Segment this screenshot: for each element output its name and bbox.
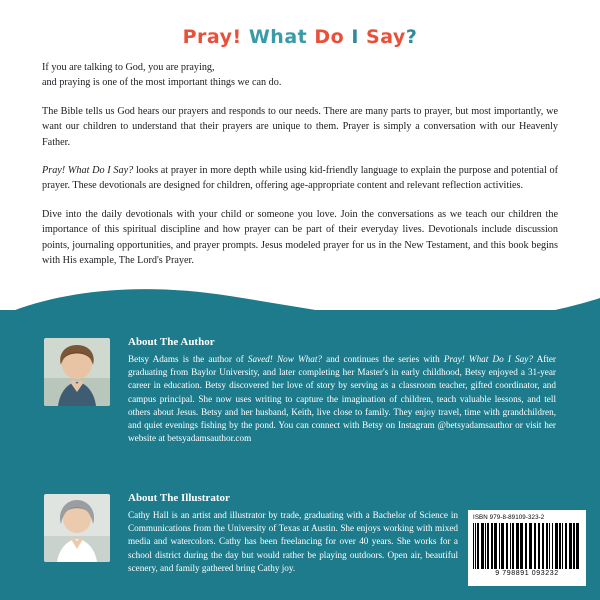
paragraph-1-line-1: If you are talking to God, you are praying, — [42, 62, 215, 73]
paragraph-4: Dive into the daily devotionals with your child or someone you love. Join the conversations as we teach our children the importance of this spiritual discipline and how prayer can be part of their everyday lives. Devotionals include discussion points, journaling opportunities, and prayer prompts. Jesus modeled prayer for us in the New Testament, and this book begins with His example, The Lord's Prayer. — [42, 208, 558, 267]
illustrator-portrait-photo — [44, 494, 110, 562]
author-bio-italic-2: Pray! What Do I Say? — [443, 354, 533, 364]
title-word-1: Pray! — [182, 26, 242, 48]
illustrator-bio-heading: About The Illustrator — [128, 492, 230, 504]
wave-divider — [0, 276, 600, 336]
back-cover-copy — [42, 60, 558, 281]
paragraph-1 — [42, 60, 558, 91]
author-portrait-photo — [44, 338, 110, 406]
isbn-label: ISBN 979-8-89109-323-2 — [473, 514, 545, 521]
author-bio-block — [44, 336, 556, 445]
paragraph-2: The Bible tells us God hears our prayers and responds to our needs. There are many parts to prayer, but most importantly, we want our children to understand that their prayers are unique to them. Prayer is simply a conversation with our Heavenly Father. — [42, 105, 558, 148]
paragraph-3 — [42, 163, 558, 194]
author-bio-italic-1: Saved! Now What? — [247, 354, 322, 364]
title-word-6: ? — [405, 26, 418, 48]
author-bio-part-1: Betsy Adams is the author of — [128, 354, 248, 364]
barcode-bars — [473, 523, 581, 569]
barcode-digits: 9 798891 093232 — [495, 570, 559, 577]
title-text — [0, 26, 600, 48]
author-bio-text — [128, 336, 556, 445]
title-word-5: Say — [366, 26, 406, 48]
author-bio-heading: About The Author — [128, 336, 215, 348]
title-word-2: What — [248, 26, 308, 48]
title-word-4: I — [351, 26, 359, 48]
author-bio-part-3: After graduating from Baylor University, and later completing her Master's in early childhood, Betsy enjoyed a 31-year career in education. Betsy discovered her love of story by serving as a classroom teacher, gifted coordinator, and campus principal. She now uses writing to capture the imagination of children, teach valuable lessons, and tell others about Jesus. Betsy and her husband, Keith, live close to family. They enjoy travel, time with grandchildren, and quiet evenings fishing by the pond. You can connect with Betsy on Instagram @betsyadamsauthor or visit her website at betsyadamsauthor.com — [128, 354, 556, 444]
page-title — [0, 26, 600, 48]
illustrator-bio-body: Cathy Hall is an artist and illustrator by trade, graduating with a Bachelor of Science in Communications from the University of Texas at Austin. She enjoys working with mixed media and watercolors. Cathy has been freelancing for over 40 years. She works for a school district during the day but would rather be playing outdoors. Open air, beautiful scenery, and family gathered bring Cathy joy. — [128, 510, 458, 573]
paragraph-1-line-2: and praying is one of the most important things we can do. — [42, 77, 282, 89]
paragraph-3-book-title: Pray! What Do I Say? — [42, 165, 134, 177]
barcode-block — [468, 510, 586, 586]
author-bio-body — [128, 353, 556, 445]
paragraph-3-rest: looks at prayer in more depth while using kid-friendly language to explain the purpose and potential of prayer. These devotionals are designed for children, offering age-appropriate content and relevant reflection activities. — [42, 165, 558, 192]
author-bio-part-2: and continues the series with — [321, 354, 444, 364]
title-word-3: Do — [314, 26, 345, 48]
